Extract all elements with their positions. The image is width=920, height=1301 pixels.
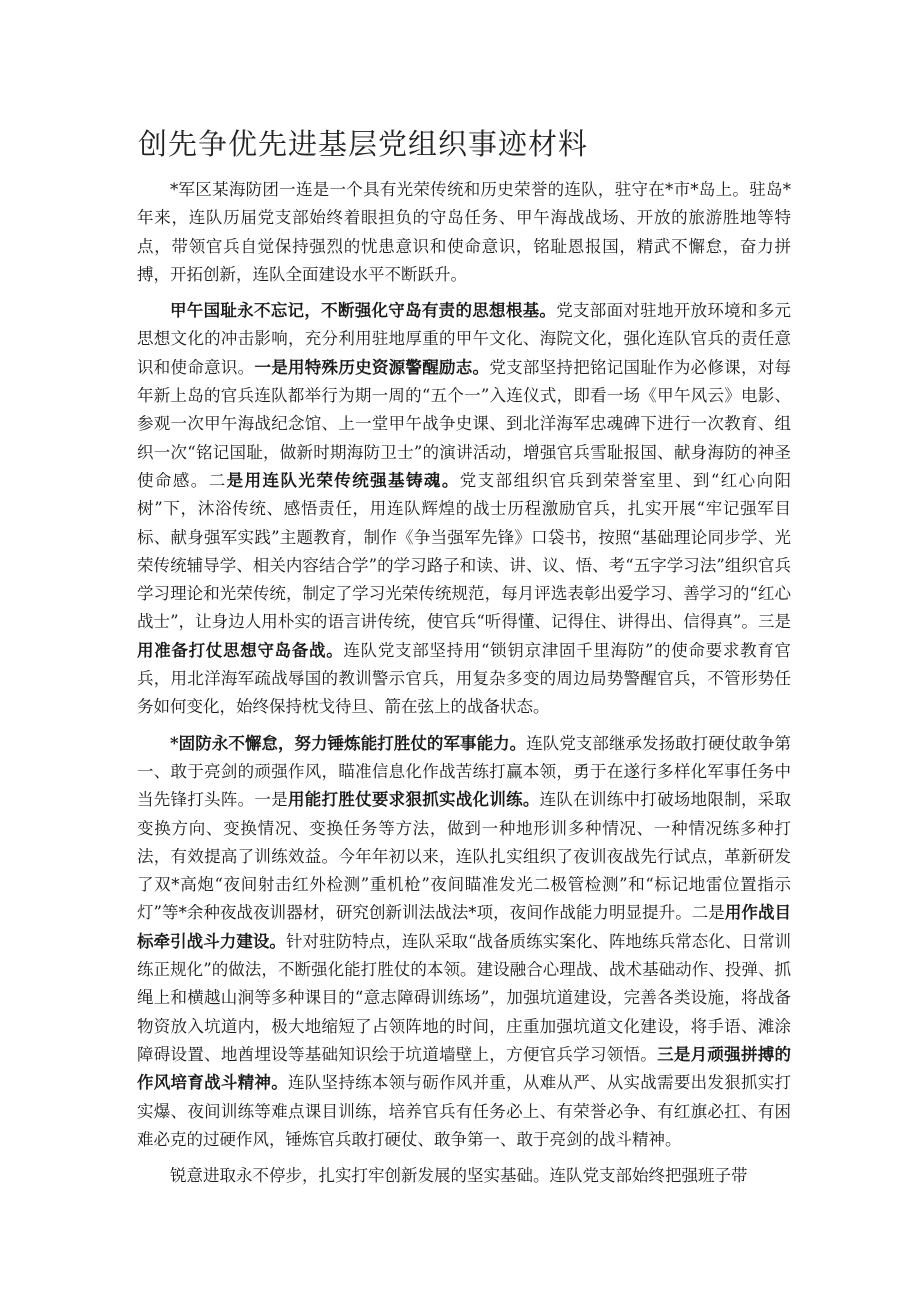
- paragraph-ideology: [137, 297, 791, 721]
- text-run: 党支部坚持把铭记国耻作为必修课，对每年新上岛的官兵连队都举行为期一周的“五个一”入连仪式，即看一场《甲午风云》电影、参观一次甲午海战纪念馆、上一堂甲午战争史课、到北洋海军忠魂碑下进行一次教育、组织一次“铭记国耻，做新时期海防卫士”的演讲活动，增强官兵雪耻报国、献身海防的神圣使命感。二: [137, 357, 792, 490]
- sub-heading-fighting-spirit: 三是月顽强拼搏的作风培育战斗精神。: [137, 1044, 792, 1093]
- text-run: 党支部组织官兵到荣誉室里、到“红心向阳树”下，沐浴传统、感悟责任，用连队辉煌的战士历程激励官兵，扎实开展“牢记强军目标、献身强军实践”主题教育，制作《争当强军先锋》口袋书，按照“基础理论同步学、光荣传统辅导学、相关内容结合学”的学习路子和读、讲、议、悟、考“五字学习法”组织官兵学习理论和光荣传统，制定了学习光荣传统规范，每月评选表彰出爱学习、善学习的“红心战士”，让身边人用朴实的语言讲传统，使官兵“听得懂、记得住、讲得出、信得真”。三是: [137, 470, 792, 632]
- document-title: 创先争优先进基层党组织事迹材料: [138, 127, 589, 161]
- document-body: [137, 176, 791, 1198]
- sub-heading-tradition: 是用连队光荣传统强基铸魂。: [226, 470, 460, 490]
- text-run: 连队党支部继承发扬敢打硬仗敢争第一、敢于亮剑的顽强作风，瞄准信息化作战苦练打赢本领，勇于在遂行多样化军事任务中当先锋打头阵。一是: [137, 733, 791, 810]
- section-heading-military: *固防永不懈怠，努力锤炼能打胜仗的军事能力。: [170, 733, 527, 753]
- intro-text: *军区某海防团一连是一个具有光荣传统和历史荣誉的连队，驻守在*市*岛上。驻岛*年来，连队历届党支部始终着眼担负的守岛任务、甲午海战战场、开放的旅游胜地等特点，带领官兵自觉保持强烈的忧患意识和使命意识，铭耻恩报国，精武不懈怠，奋力拼搏，开拓创新，连队全面建设水平不断跃升。: [137, 180, 791, 284]
- paragraph-intro: [137, 176, 791, 289]
- text-run: 连队坚持练本领与砺作风并重，从难从严、从实战需要出发狠抓实打实爆、夜间训练等难点课目训练，培养官兵有任务必上、有荣誉必争、有红旗必扛、有困难必克的过硬作风，锤炼官兵敢打硬仗、敢争第一、敢于亮剑的战斗精神。: [137, 1073, 792, 1149]
- text-run: 针对驻防特点，连队采取“战备质练实案化、阵地练兵常态化、日常训练正规化”的做法，不断强化能打胜仗的本领。建设融合心理战、战术基础动作、投弹、抓绳上和横越山涧等多种课目的“意志障碍训练场”，加强坑道建设，完善各类设施，将战备物资放入坑道内，极大地缩短了占领阵地的时间，庄重加强坑道文化建设，将手语、滩涂障碍设置、地酋埋设等基础知识绘于坑道墙壁上，方便官兵学习领悟。: [137, 931, 792, 1064]
- paragraph-innovation: [137, 1162, 791, 1190]
- sub-heading-training: 用能打胜仗要求狠抓实战化训练。: [288, 790, 540, 810]
- sub-heading-combat-goal: 用作战目标牵引战斗力建设。: [137, 903, 791, 951]
- sub-heading-history: 一是用特殊历史资源警醒励志。: [254, 357, 490, 377]
- section-heading-ideology: 甲午国耻永不忘记，不断强化守岛有责的思想根基。: [170, 301, 557, 321]
- text-run: 锐意进取永不停步，扎实打牢创新发展的坚实基础。连队党支部始终把强班子带: [170, 1166, 748, 1186]
- text-run: 党支部面对驻地开放环境和多元思想文化的冲击影响，充分利用驻地厚重的甲午文化、海院文化，强化连队官兵的责任意识和使命意识。: [137, 301, 792, 377]
- sub-heading-combat-readiness: 用准备打仗思想守岛备战。: [137, 640, 344, 660]
- text-run: 连队在训练中打破场地限制，采取变换方向、变换情况、变换任务等方法，做到一种地形训多种情况、一种情况练多种打法，有效提高了训练效益。今年年初以来，连队扎实组织了夜训夜战先行试点，革新研发了双*高炮“夜间射击红外检测”重机枪”夜间瞄准发光二极管检测”和“标记地雷位置指示灯”等*余种夜战夜训器材，研究创新训法战法*项，夜间作战能力明显提升。二是: [137, 790, 792, 923]
- paragraph-military: [137, 730, 791, 1154]
- text-run: 连队党支部坚持用“锁钥京津固千里海防”的使命要求教育官兵，用北洋海军疏战辱国的教训警示官兵，用复杂多变的周边局势警醒官兵，不管形势任务如何变化，始终保持枕戈待旦、箭在弦上的战备状态。: [137, 640, 792, 717]
